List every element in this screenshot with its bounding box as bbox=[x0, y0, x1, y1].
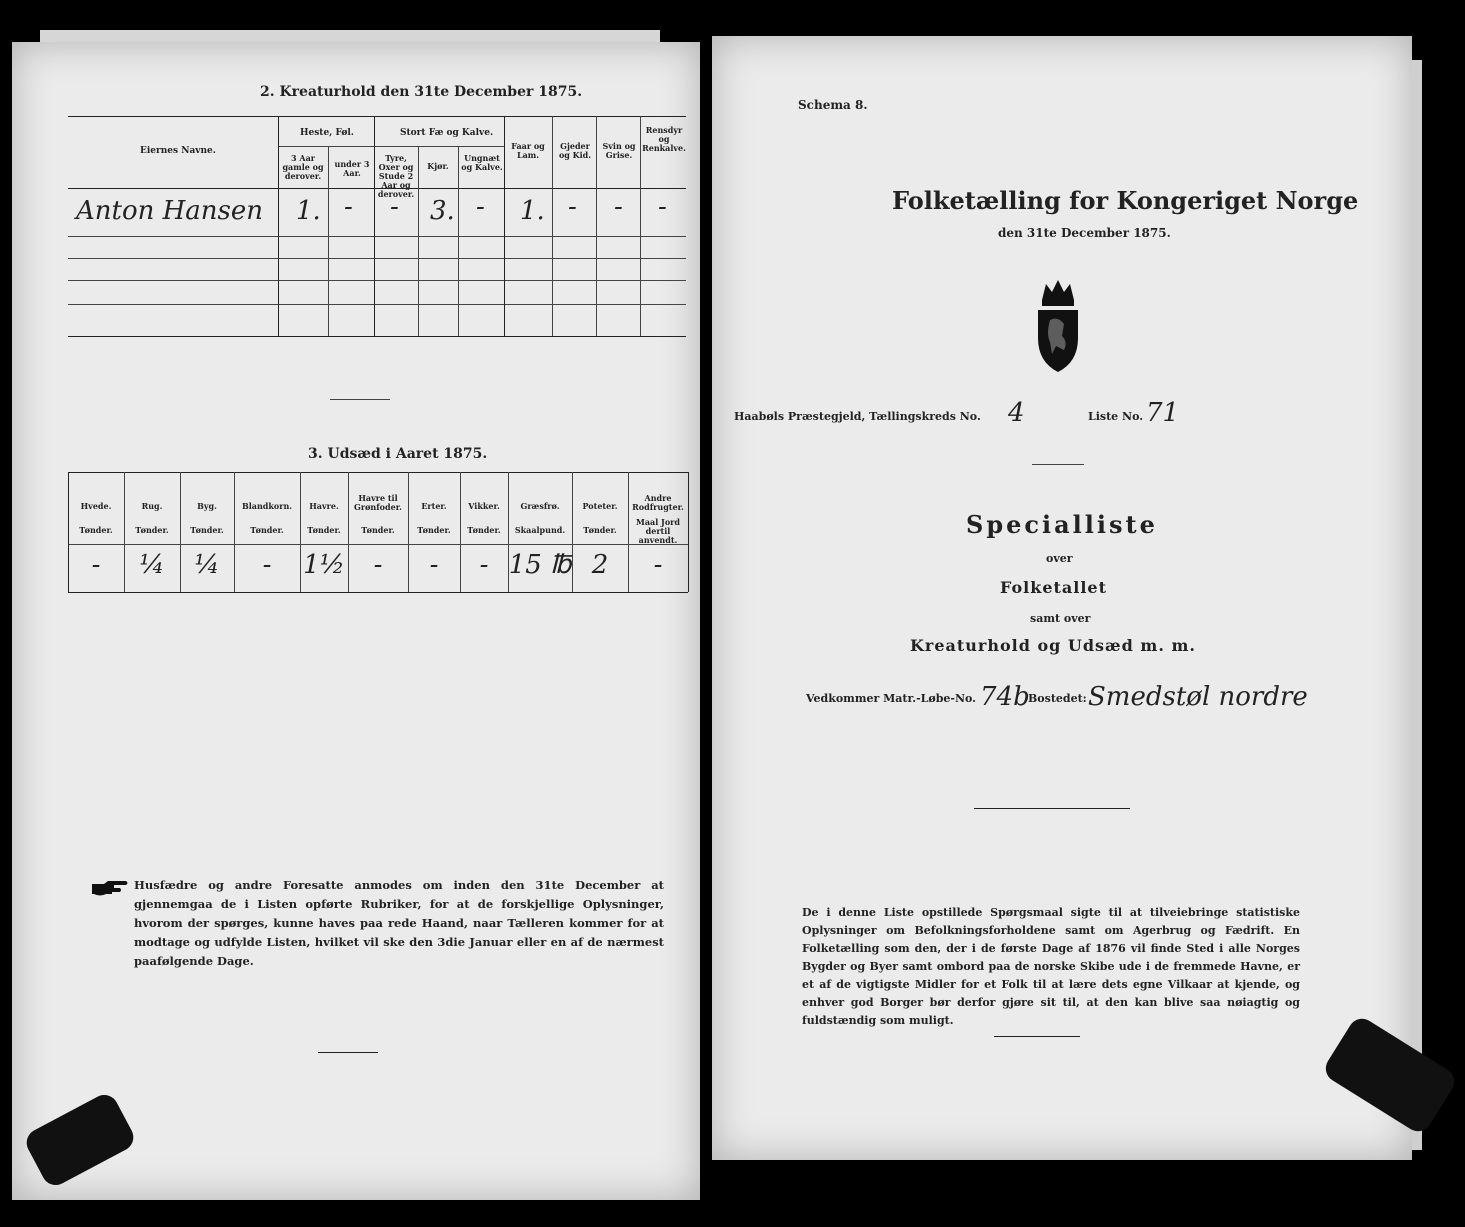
young-cattle-header: Ungnæt og Kalve. bbox=[461, 153, 503, 172]
bosted-label: Bostedet: bbox=[1028, 692, 1087, 705]
liste-label: Liste No. bbox=[1088, 410, 1144, 423]
matr-value: 74b bbox=[980, 682, 1030, 712]
young-cattle-value: - bbox=[476, 192, 485, 222]
reindeer-value: - bbox=[658, 192, 667, 222]
rule bbox=[688, 472, 689, 592]
rule bbox=[68, 304, 686, 305]
rule bbox=[504, 116, 505, 336]
rule bbox=[328, 146, 329, 336]
rule bbox=[68, 472, 688, 473]
pigs-value: - bbox=[614, 192, 623, 222]
separator bbox=[1032, 464, 1084, 465]
owner-name: Anton Hansen bbox=[76, 196, 264, 226]
seed-unit: Tønder. bbox=[361, 525, 395, 535]
seed-header: Vikker. bbox=[468, 501, 500, 511]
kreaturhold-heading: Kreaturhold og Udsæd m. m. bbox=[910, 636, 1196, 655]
seed-value: ¼ bbox=[139, 550, 165, 580]
goats-value: - bbox=[568, 192, 577, 222]
seed-value: 1½ bbox=[303, 550, 345, 580]
liste-number: 71 bbox=[1146, 398, 1180, 428]
sheep-header: Faar og Lam. bbox=[511, 141, 545, 160]
rule bbox=[374, 146, 504, 147]
horse-young-header: under 3 Aar. bbox=[334, 159, 370, 178]
reindeer-header: Rensdyr og Renkalve. bbox=[642, 125, 686, 153]
seed-title: 3. Udsæd i Aaret 1875. bbox=[308, 446, 488, 462]
schema-label: Schema 8. bbox=[798, 98, 868, 112]
samt-label: samt over bbox=[1030, 612, 1091, 625]
rule bbox=[68, 544, 688, 545]
goats-header: Gjeder og Kid. bbox=[558, 141, 592, 160]
footer-text: De i denne Liste opstillede Spørgsmaal sigte til at tilveiebringe statistiske Oplysninger om Befolkningsforholdene samt om Agerbrug og Fædrift. En Folketælling som den, der i de første Dage af 1876 vil finde Sted i alle Norges Bygder og Byer samt ombord paa de norske Skibe ude i de fremmede Havne, er et af de vigtigste Midler for et Folk til at lære dets egne Vilkaar at kjende, og enhver god Borger bør derfor gjøre sit til, at den kan blive saa nøiagtig og fuldstændig som muligt. bbox=[802, 906, 1300, 1027]
horse-old-value: 1. bbox=[296, 196, 321, 226]
seed-value: - bbox=[653, 550, 663, 580]
rule bbox=[68, 280, 686, 281]
pigs-header: Svin og Grise. bbox=[602, 141, 636, 160]
cows-header: Kjør. bbox=[427, 161, 449, 171]
rule bbox=[552, 116, 553, 336]
instruction-note: Husfædre og andre Foresatte anmodes om inden den 31te December at gjennemgaa de i Listen opførte Rubriker, for at de forskjellige Oplysninger, hvorom der spørges, kunne haves paa rede Haand, naar Tælleren kommer for at modtage og udfylde Listen, hvilket vil ske den 3die Januar eller en af de nærmest paafølgende Dage. bbox=[134, 878, 664, 968]
rule bbox=[596, 116, 597, 336]
rule bbox=[68, 336, 686, 337]
seed-unit: Tønder. bbox=[307, 525, 341, 535]
livestock-title: 2. Kreaturhold den 31te December 1875. bbox=[260, 84, 583, 100]
horse-old-header: 3 Aar gamle og derover. bbox=[282, 153, 324, 181]
seed-unit: Tønder. bbox=[79, 525, 113, 535]
seed-unit: Tønder. bbox=[135, 525, 169, 535]
seed-value: - bbox=[373, 550, 383, 580]
rule bbox=[418, 146, 419, 336]
pointing-hand-icon bbox=[90, 880, 130, 898]
seed-value: 2 bbox=[591, 550, 609, 580]
folketallet-heading: Folketallet bbox=[1000, 578, 1107, 597]
rule bbox=[374, 116, 375, 336]
over-label: over bbox=[1046, 552, 1073, 565]
separator bbox=[330, 399, 390, 400]
seed-value: ¼ bbox=[194, 550, 220, 580]
horses-header: Heste, Føl. bbox=[300, 128, 354, 138]
rule bbox=[68, 592, 688, 593]
seed-unit: Tønder. bbox=[190, 525, 224, 535]
sheep-value: 1. bbox=[520, 196, 545, 226]
norwegian-coat-of-arms-icon bbox=[1028, 276, 1088, 376]
seed-value: - bbox=[479, 550, 489, 580]
seed-unit: Tønder. bbox=[583, 525, 617, 535]
separator bbox=[318, 1052, 378, 1053]
rule bbox=[278, 116, 279, 336]
separator bbox=[974, 808, 1130, 809]
seed-header: Græsfrø. bbox=[520, 501, 560, 511]
cows-value: 3. bbox=[430, 196, 455, 226]
seed-value: - bbox=[262, 550, 272, 580]
specialliste-heading: Specialliste bbox=[966, 510, 1158, 539]
seed-value: - bbox=[91, 550, 101, 580]
seed-unit: Maal Jord dertil anvendt. bbox=[636, 517, 680, 545]
right-page bbox=[712, 36, 1412, 1160]
bulls-header: Tyre, Oxer og Stude 2 Aar og derover. bbox=[377, 153, 415, 199]
seed-header: Havre. bbox=[309, 501, 339, 511]
owner-header: Eiernes Navne. bbox=[140, 146, 216, 156]
seed-header: Blandkorn. bbox=[241, 501, 293, 511]
seed-unit: Tønder. bbox=[417, 525, 451, 535]
rule bbox=[68, 258, 686, 259]
horse-young-value: - bbox=[344, 192, 353, 222]
parish-label: Haabøls Præstegjeld, Tællingskreds No. bbox=[734, 410, 981, 423]
rule bbox=[68, 116, 686, 117]
rule bbox=[278, 146, 374, 147]
seed-value: - bbox=[429, 550, 439, 580]
seed-header: Rug. bbox=[141, 501, 163, 511]
seed-header: Erter. bbox=[421, 501, 447, 511]
left-page bbox=[12, 42, 700, 1200]
seed-header: Andre Rodfrugter. bbox=[632, 493, 684, 512]
seed-header: Byg. bbox=[197, 501, 217, 511]
seed-unit: Tønder. bbox=[467, 525, 501, 535]
rule bbox=[458, 146, 459, 336]
cattle-header: Stort Fæ og Kalve. bbox=[400, 128, 494, 138]
seed-unit: Skaalpund. bbox=[514, 525, 566, 535]
bulls-value: - bbox=[390, 192, 399, 222]
rule bbox=[640, 116, 641, 336]
seed-unit: Tønder. bbox=[250, 525, 284, 535]
matr-label: Vedkommer Matr.-Løbe-No. bbox=[806, 692, 976, 705]
bosted-value: Smedstøl nordre bbox=[1088, 682, 1308, 712]
separator bbox=[994, 1036, 1080, 1037]
seed-header: Poteter. bbox=[582, 501, 618, 511]
seed-header: Hvede. bbox=[80, 501, 112, 511]
seed-value: 15 ℔ bbox=[508, 550, 572, 580]
main-title: Folketælling for Kongeriget Norge bbox=[892, 186, 1359, 215]
kreds-number: 4 bbox=[1008, 398, 1025, 428]
seed-header: Havre til Grønfoder. bbox=[354, 493, 402, 512]
subtitle: den 31te December 1875. bbox=[998, 226, 1171, 240]
rule bbox=[68, 236, 686, 237]
